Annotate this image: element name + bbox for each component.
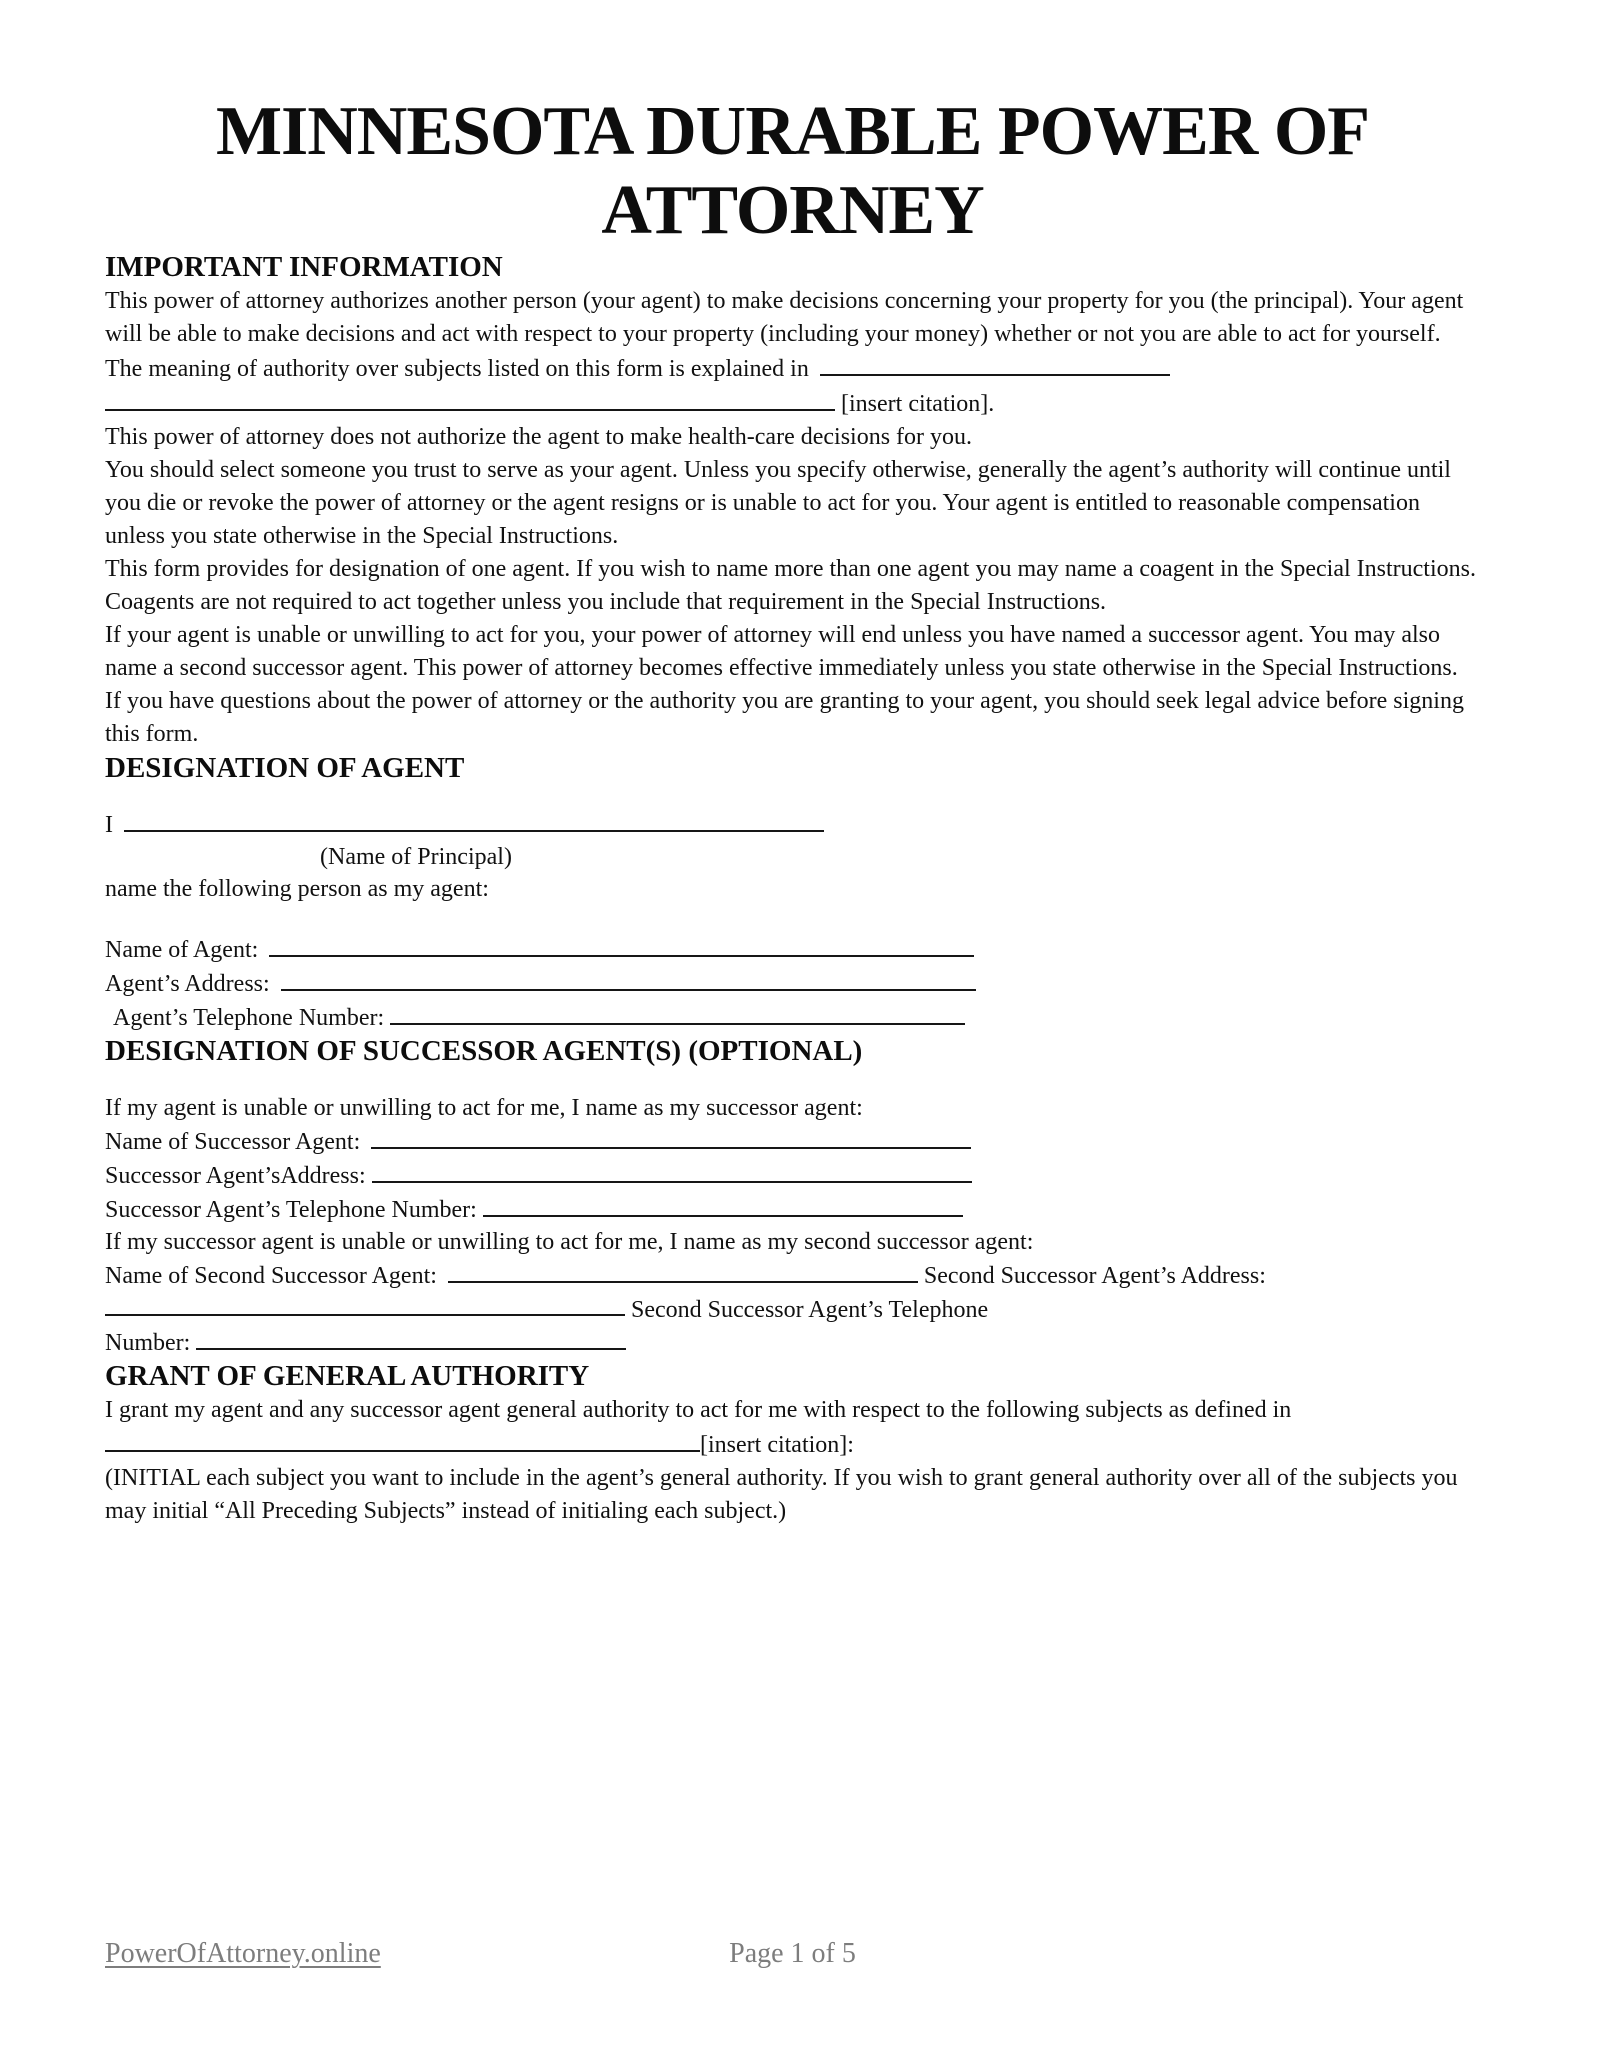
second-successor-address-blank: [105, 1292, 625, 1317]
principal-caption: (Name of Principal): [320, 844, 512, 871]
paragraph-authorization: [105, 285, 1480, 421]
agent-address-line: [105, 966, 1480, 1000]
agent-name-line: [105, 932, 1480, 966]
successor-name-blank: [371, 1124, 971, 1149]
paragraph-successor-note: If your agent is unable or unwilling to act for you, your power of attorney will end unless you have named a successor agent. You may also name a second successor agent. This power of attorney becomes effective immediately unless you state otherwise in the Special Instructions.: [105, 621, 1458, 681]
grant-authority-heading: GRANT OF GENERAL AUTHORITY: [105, 1360, 590, 1393]
site-link[interactable]: PowerOfAttorney.online: [105, 1938, 381, 1969]
paragraph-authorization-text: This power of attorney authorizes another person (your agent) to make decisions concerning your property for you (the principal). Your agent will be able to make decisions and act with respect to your property (including your money) whether or not you are able to act for yourself. The meaning of authority over subjects listed on this form is explained in: [105, 287, 1464, 382]
successor-phone-label: Successor Agent’s Telephone Number:: [105, 1196, 477, 1223]
grant-paragraph: [105, 1394, 1480, 1462]
successor-phone-blank: [483, 1192, 963, 1217]
citation-blank-line-2: [105, 386, 835, 411]
page-footer: [105, 1938, 1480, 1970]
second-successor-phone-blank: [196, 1325, 626, 1350]
second-successor-name-label: Name of Second Successor Agent:: [105, 1262, 437, 1289]
successor-address-blank: [372, 1158, 972, 1183]
page-indicator: Page 1 of 5: [729, 1938, 856, 1969]
grant-lead-text: I grant my agent and any successor agent general authority to act for me with respect to the following subjects as defined in: [105, 1396, 1292, 1423]
second-successor-name-blank: [448, 1258, 918, 1283]
paragraph-legal-advice: If you have questions about the power of attorney or the authority you are granting to your agent, you should seek legal advice before signing this form.: [105, 687, 1464, 747]
successor-name-label: Name of Successor Agent:: [105, 1129, 361, 1156]
second-successor-phone-line: [105, 1325, 1480, 1359]
second-successor-number-label: Number:: [105, 1330, 191, 1357]
principal-pronoun: I: [105, 812, 113, 839]
principal-name-blank: [124, 807, 824, 832]
agent-intro-text: name the following person as my agent:: [105, 876, 489, 903]
section-designation-of-agent: [105, 751, 1480, 1034]
second-successor-phone-label: Second Successor Agent’s Telephone: [631, 1296, 989, 1323]
agent-phone-blank: [390, 1000, 965, 1025]
citation-blank-line-1: [820, 351, 1170, 376]
initial-instructions-paragraph: (INITIAL each subject you want to include in the agent’s general authority. If you wish to grant general authority over all of the subjects you may initial “All Preceding Subjects” instead of initialing each subject.): [105, 1464, 1458, 1524]
successor-fields: [105, 1092, 1480, 1359]
paragraph-one-agent: This form provides for designation of one agent. If you wish to name more than one agent you may name a coagent in the Special Instructions. Coagents are not required to act together unless you include that requirement in the Special Instructions.: [105, 555, 1476, 615]
section-important-information: [105, 250, 1480, 750]
grant-citation-text: [insert citation]:: [700, 1431, 854, 1458]
grant-citation-blank: [105, 1427, 700, 1452]
successor-address-label: Successor Agent’sAddress:: [105, 1162, 366, 1189]
paragraph-healthcare: This power of attorney does not authorize the agent to make health-care decisions for you.: [105, 423, 973, 450]
successor-phone-line: [105, 1192, 1480, 1226]
successor-name-line: [105, 1124, 1480, 1158]
agent-address-label: Agent’s Address:: [105, 970, 270, 997]
paragraph-select-agent: You should select someone you trust to serve as your agent. Unless you specify otherwise, generally the agent’s authority will continue until you die or revoke the power of attorney or the agent resigns or is unable to act for you. Your agent is entitled to reasonable compensation unless you state otherwise in the Special Instructions.: [105, 456, 1451, 549]
page-title: MINNESOTA DURABLE POWER OF ATTORNEY: [215, 93, 1370, 250]
agent-fields: [105, 932, 1480, 1033]
principal-name-line: [105, 807, 1480, 841]
insert-citation-text: [insert citation].: [841, 390, 995, 417]
section-grant-of-general-authority: [105, 1359, 1480, 1528]
designation-of-agent-heading: DESIGNATION OF AGENT: [105, 751, 465, 784]
second-successor-address-label: Second Successor Agent’s Address:: [923, 1262, 1266, 1289]
agent-name-blank: [269, 932, 974, 957]
successor-address-line: [105, 1158, 1480, 1192]
successor-intro-line: If my agent is unable or unwilling to act for me, I name as my successor agent:: [105, 1095, 863, 1122]
second-successor-intro-line: If my successor agent is unable or unwilling to act for me, I name as my second successor agent:: [105, 1228, 1034, 1255]
agent-phone-label: Agent’s Telephone Number:: [113, 1004, 385, 1031]
successor-agent-heading: DESIGNATION OF SUCCESSOR AGENT(S) (OPTIONAL): [105, 1034, 863, 1067]
agent-address-blank: [281, 966, 976, 991]
section-designation-of-successor-agent: [105, 1034, 1480, 1360]
second-successor-address-line: [105, 1292, 1480, 1326]
important-information-heading: IMPORTANT INFORMATION: [105, 251, 503, 284]
agent-phone-line: [105, 1000, 1480, 1034]
second-successor-name-line: [105, 1258, 1480, 1292]
agent-name-label: Name of Agent:: [105, 936, 259, 963]
